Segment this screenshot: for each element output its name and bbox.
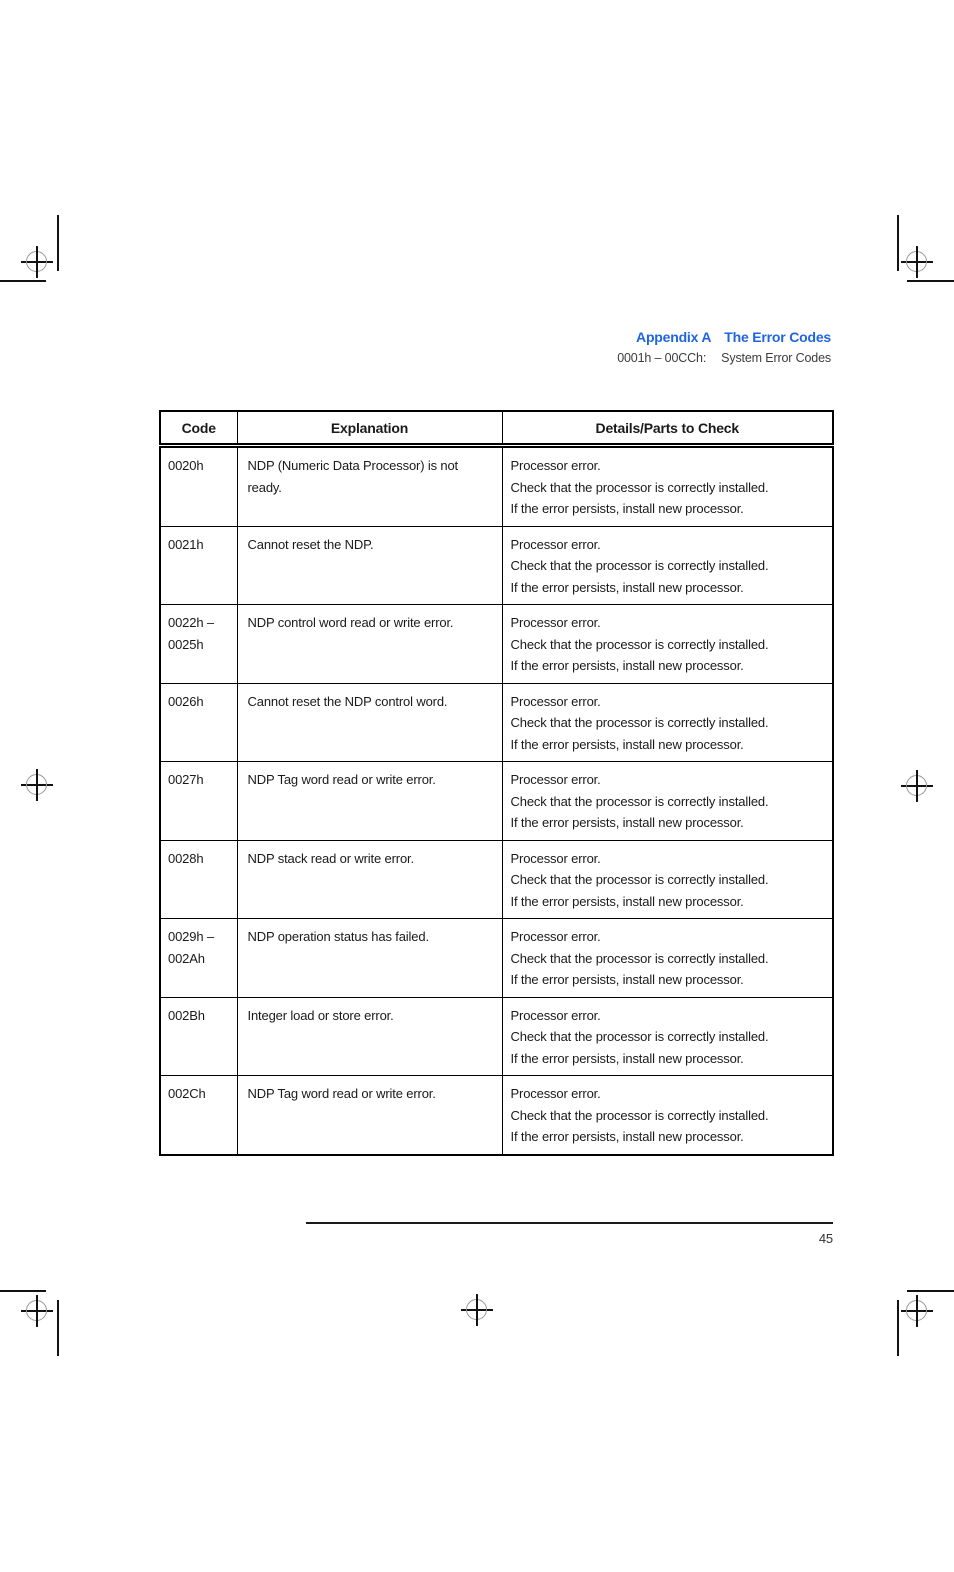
registration-ring xyxy=(906,251,927,272)
cell-explanation: NDP operation status has failed. xyxy=(237,919,502,998)
crop-mark-line xyxy=(897,1300,899,1356)
cell-code: 0028h xyxy=(160,840,237,919)
cell-code: 0026h xyxy=(160,683,237,762)
cell-code: 0029h – 002Ah xyxy=(160,919,237,998)
crop-mark-line xyxy=(907,1290,954,1292)
header-section-line xyxy=(617,351,831,365)
cell-code: 002Bh xyxy=(160,997,237,1076)
cell-explanation: NDP Tag word read or write error. xyxy=(237,1076,502,1155)
crop-mark-line xyxy=(57,1300,59,1356)
error-codes-table xyxy=(159,410,834,1156)
registration-mark-icon xyxy=(901,246,933,278)
registration-mark-icon xyxy=(21,246,53,278)
table-row xyxy=(160,840,833,919)
registration-ring xyxy=(26,1300,47,1321)
cell-code: 0022h – 0025h xyxy=(160,605,237,684)
cell-details: Processor error. Check that the processor is correctly installed. If the error persists, install new processor. xyxy=(502,762,833,841)
registration-ring xyxy=(906,775,927,796)
header-section-title: System Error Codes xyxy=(721,351,831,365)
crop-mark-line xyxy=(0,1290,46,1292)
registration-mark-icon xyxy=(21,1295,53,1327)
registration-mark-icon xyxy=(901,770,933,802)
cell-explanation: Cannot reset the NDP control word. xyxy=(237,683,502,762)
registration-mark-icon xyxy=(21,769,53,801)
cell-details: Processor error. Check that the processor is correctly installed. If the error persists, install new processor. xyxy=(502,605,833,684)
cell-explanation: NDP (Numeric Data Processor) is not ready. xyxy=(237,446,502,527)
footer-rule xyxy=(306,1222,833,1224)
cell-explanation: Cannot reset the NDP. xyxy=(237,526,502,605)
column-header-code: Code xyxy=(160,411,237,446)
cell-details: Processor error. Check that the processor is correctly installed. If the error persists, install new processor. xyxy=(502,840,833,919)
header-appendix-label: Appendix A xyxy=(636,329,712,345)
page-number: 45 xyxy=(818,1231,833,1246)
cell-code: 0027h xyxy=(160,762,237,841)
crop-mark-line xyxy=(907,280,954,282)
table-header xyxy=(160,411,833,446)
registration-mark-icon xyxy=(901,1295,933,1327)
cell-code: 002Ch xyxy=(160,1076,237,1155)
header-chapter-line xyxy=(617,329,831,345)
registration-ring xyxy=(466,1299,487,1320)
registration-mark-icon xyxy=(461,1294,493,1326)
page-header xyxy=(617,329,831,365)
column-header-details: Details/Parts to Check xyxy=(502,411,833,446)
header-chapter-title: The Error Codes xyxy=(724,329,831,345)
table-row xyxy=(160,605,833,684)
crop-mark-line xyxy=(897,215,899,271)
column-header-explanation: Explanation xyxy=(237,411,502,446)
registration-ring xyxy=(906,1300,927,1321)
cell-details: Processor error. Check that the processor is correctly installed. If the error persists, install new processor. xyxy=(502,683,833,762)
cell-explanation: NDP control word read or write error. xyxy=(237,605,502,684)
registration-ring xyxy=(26,774,47,795)
table-row xyxy=(160,446,833,527)
table-body xyxy=(160,446,833,1155)
cell-details: Processor error. Check that the processor is correctly installed. If the error persists, install new processor. xyxy=(502,446,833,527)
cell-details: Processor error. Check that the processor is correctly installed. If the error persists, install new processor. xyxy=(502,1076,833,1155)
cell-explanation: NDP Tag word read or write error. xyxy=(237,762,502,841)
cell-code: 0020h xyxy=(160,446,237,527)
crop-mark-line xyxy=(0,280,46,282)
cell-details: Processor error. Check that the processor is correctly installed. If the error persists, install new processor. xyxy=(502,526,833,605)
header-code-range: 0001h – 00CCh: xyxy=(617,351,707,365)
cell-explanation: NDP stack read or write error. xyxy=(237,840,502,919)
table-row xyxy=(160,1076,833,1155)
table-row xyxy=(160,997,833,1076)
table-row xyxy=(160,762,833,841)
cell-details: Processor error. Check that the processor is correctly installed. If the error persists, install new processor. xyxy=(502,919,833,998)
crop-mark-line xyxy=(57,215,59,271)
registration-ring xyxy=(26,251,47,272)
cell-code: 0021h xyxy=(160,526,237,605)
cell-details: Processor error. Check that the processor is correctly installed. If the error persists, install new processor. xyxy=(502,997,833,1076)
table-header-row xyxy=(160,411,833,446)
table-row xyxy=(160,526,833,605)
cell-explanation: Integer load or store error. xyxy=(237,997,502,1076)
table-row xyxy=(160,919,833,998)
table-row xyxy=(160,683,833,762)
